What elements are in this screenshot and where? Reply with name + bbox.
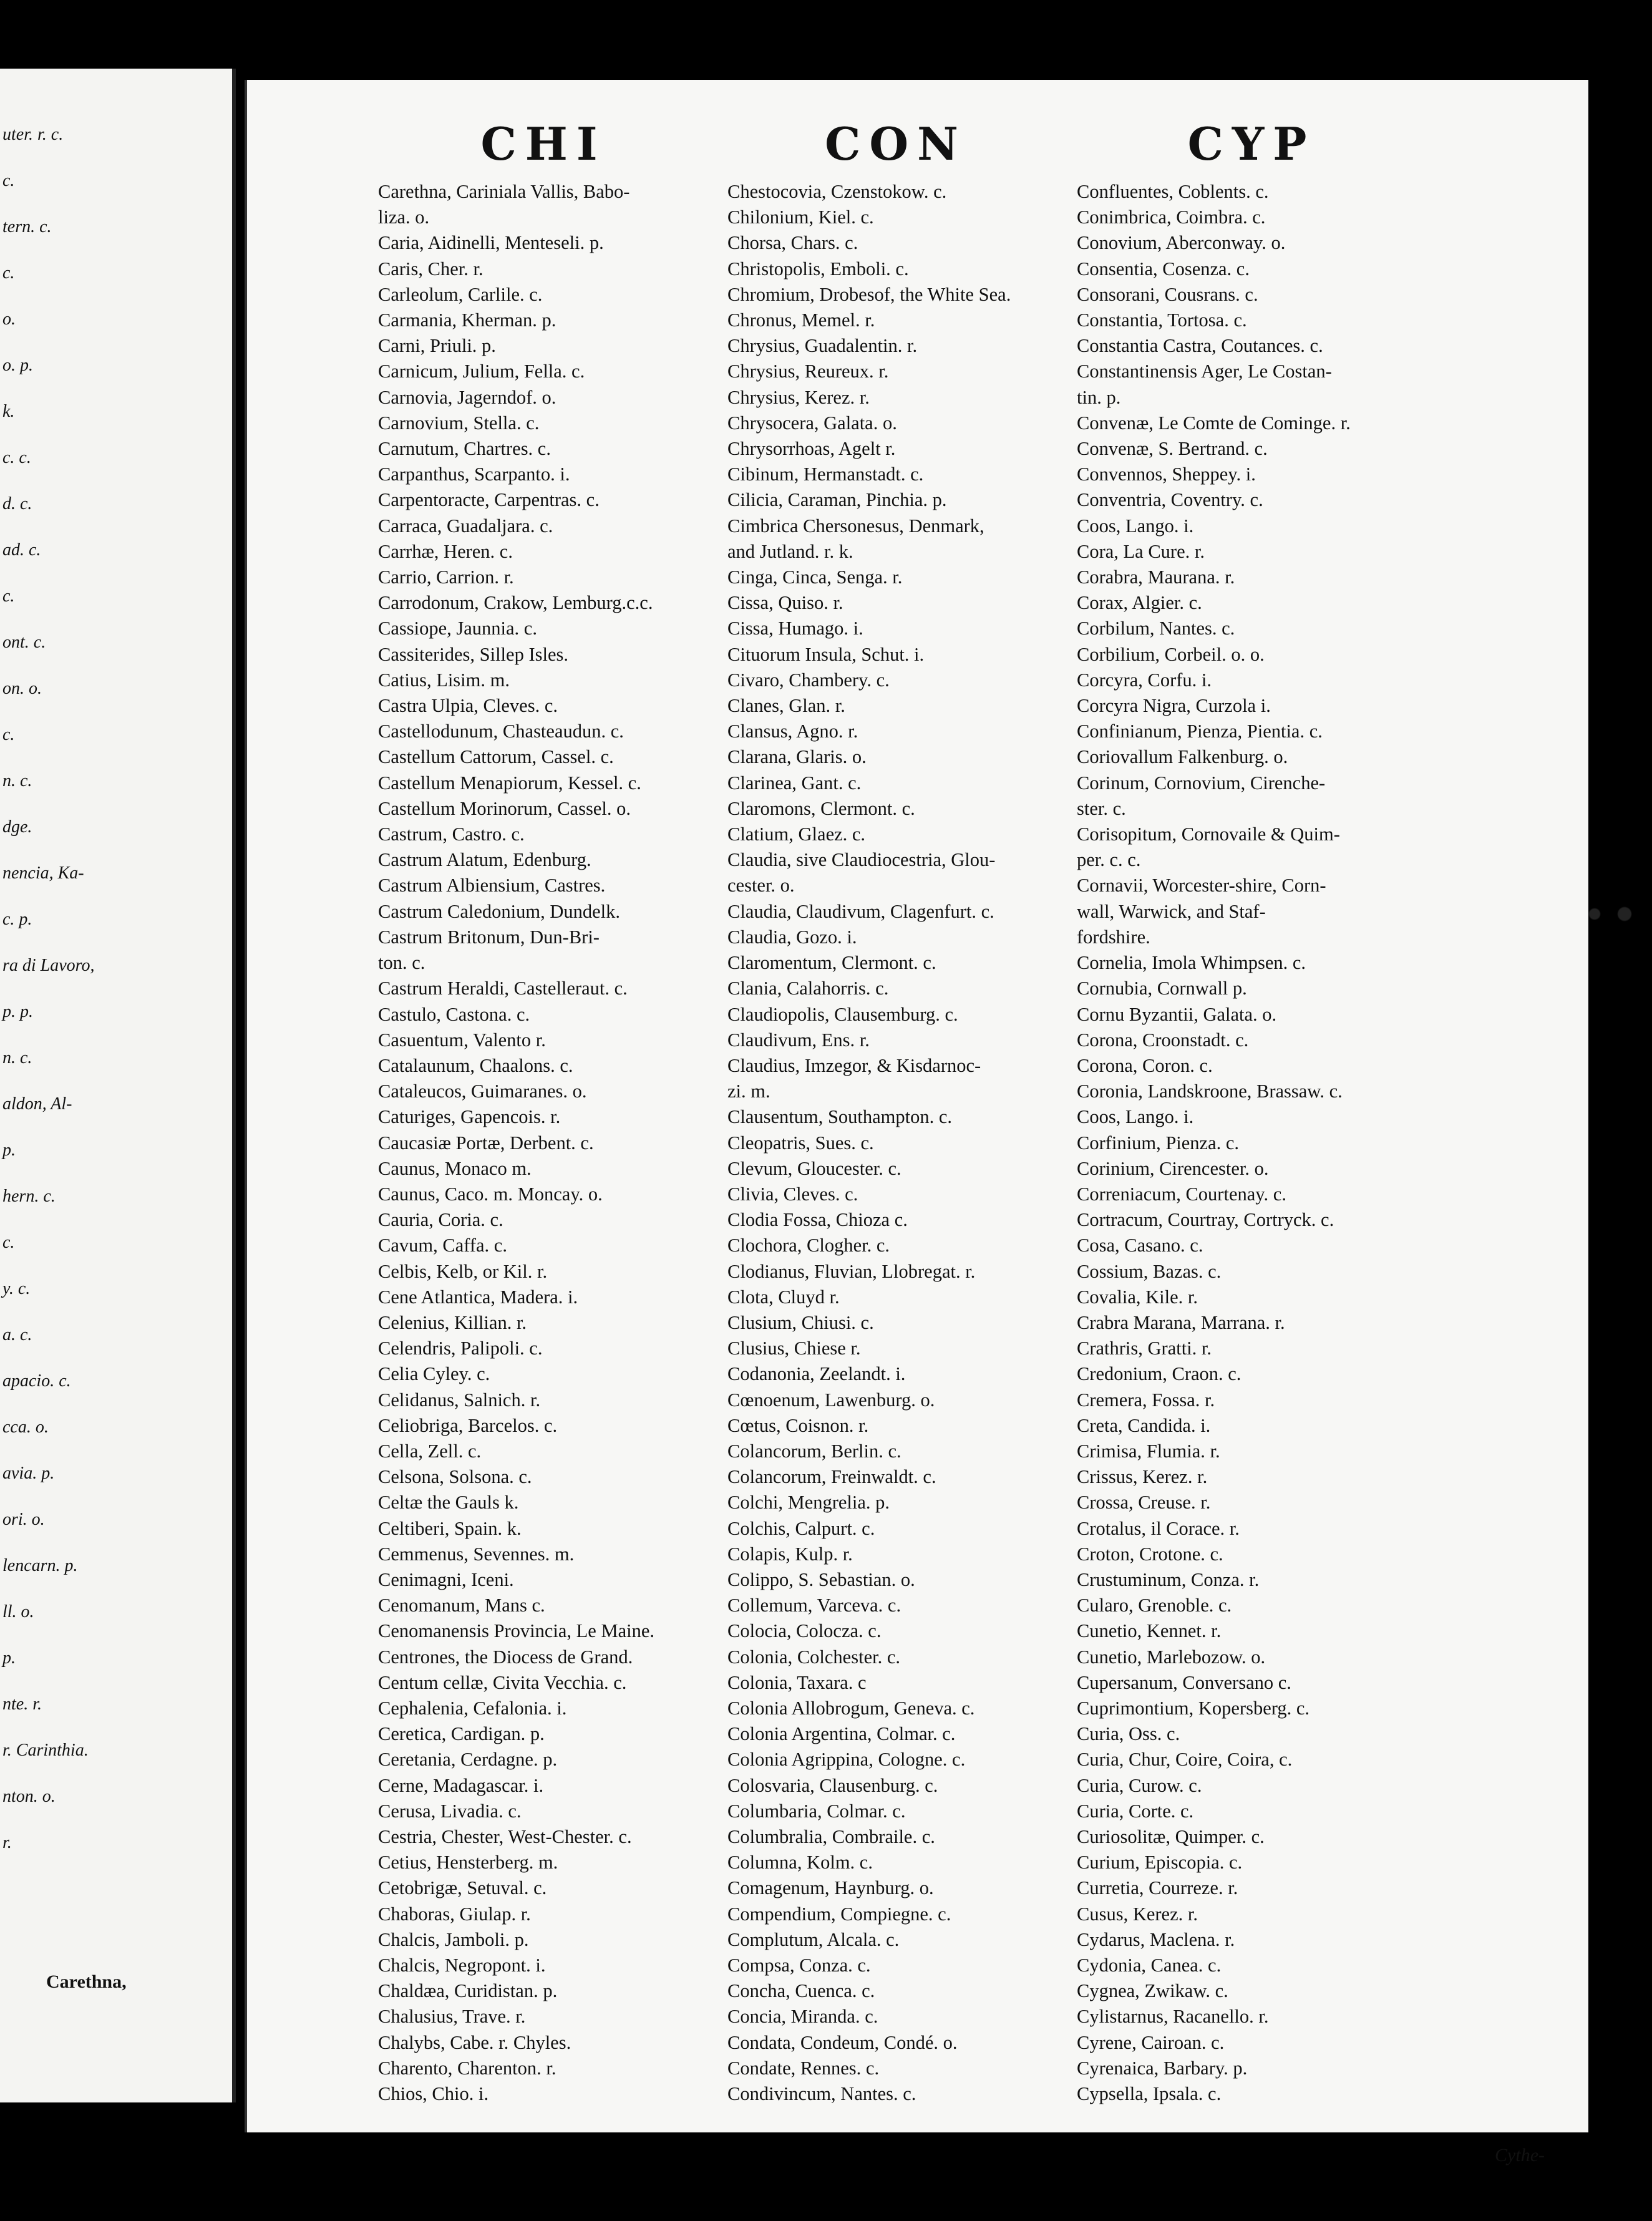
gazetteer-entry: Curium, Episcopia. c.: [1077, 1852, 1243, 1874]
gazetteer-entry: fordshire.: [1077, 926, 1150, 948]
gazetteer-entry: Chrysius, Guadalentin. r.: [727, 335, 918, 357]
gazetteer-entry: Colocia, Colocza. c.: [727, 1620, 882, 1642]
column-con: [727, 117, 1064, 2107]
gazetteer-entry: Curiosolitæ, Quimper. c.: [1077, 1826, 1265, 1847]
gazetteer-entry: Cataleucos, Guimaranes. o.: [378, 1081, 587, 1102]
gazetteer-entry: Chaldæa, Curidistan. p.: [378, 1980, 558, 2002]
gazetteer-entry: Coos, Lango. i.: [1077, 1106, 1194, 1128]
gazetteer-entry: Cunetio, Kennet. r.: [1077, 1620, 1222, 1642]
left-page-fragment: a. c.: [2, 1325, 32, 1344]
gazetteer-entry: Correniacum, Courtenay. c.: [1077, 1183, 1286, 1205]
gazetteer-entry: Centum cellæ, Civita Vecchia. c.: [378, 1671, 627, 1693]
gazetteer-entry: Corcyra, Corfu. i.: [1077, 669, 1212, 691]
gazetteer-entry: Curia, Corte. c.: [1077, 1800, 1194, 1822]
gazetteer-entry: Curretia, Courreze. r.: [1077, 1877, 1238, 1899]
gazetteer-entry: Cylistarnus, Racanello. r.: [1077, 2006, 1269, 2028]
gazetteer-entry: Constantia Castra, Coutances. c.: [1077, 335, 1323, 357]
gazetteer-entry: Cydonia, Canea. c.: [1077, 1955, 1222, 1976]
left-page-fragment: dge.: [2, 817, 32, 837]
column-heading: CYP: [1187, 117, 1316, 170]
gazetteer-entry: Chalusius, Trave. r.: [378, 2006, 526, 2028]
left-page-fragment: ad. c.: [2, 540, 41, 560]
gazetteer-entry: Castrum Caledonium, Dundelk.: [378, 900, 620, 922]
gazetteer-entry: Chrysorrhoas, Agelt r.: [727, 438, 896, 460]
gazetteer-entry: Cremera, Fossa. r.: [1077, 1389, 1215, 1411]
left-page-fragment: cca. o.: [2, 1417, 49, 1437]
left-page-fragment: c.: [2, 171, 15, 190]
gazetteer-entry: Columbaria, Colmar. c.: [727, 1800, 906, 1822]
gazetteer-entry: Celiobriga, Barcelos. c.: [378, 1414, 558, 1436]
gazetteer-entry: Cissa, Quiso. r.: [727, 592, 843, 614]
gazetteer-entry: Colchi, Mengrelia. p.: [727, 1492, 890, 1514]
left-page-fragment: nte. r.: [2, 1694, 42, 1714]
gazetteer-entry: Claudia, Gozo. i.: [727, 926, 857, 948]
left-page-fragment: c.: [2, 1233, 15, 1252]
gazetteer-entry: tin. p.: [1077, 386, 1121, 408]
left-page-fragment: y. c.: [2, 1279, 31, 1298]
gazetteer-entry: Celenius, Killian. r.: [378, 1311, 527, 1333]
gazetteer-entry: Celia Cyley. c.: [378, 1363, 490, 1385]
gazetteer-entry: Cusus, Kerez. r.: [1077, 1903, 1198, 1925]
gazetteer-entry: Cydarus, Maclena. r.: [1077, 1928, 1235, 1950]
left-page-fragment: uter. r. c.: [2, 125, 64, 144]
gazetteer-entry: Catalaunum, Chaalons. c.: [378, 1054, 573, 1076]
gazetteer-entry: Cituorum Insula, Schut. i.: [727, 643, 925, 665]
gazetteer-entry: Claudius, Imzegor, & Kisdarnoc-: [727, 1054, 981, 1076]
gazetteer-entry: Consentia, Cosenza. c.: [1077, 258, 1250, 279]
gazetteer-entry: Cavum, Caffa. c.: [378, 1235, 507, 1256]
gazetteer-entry: zi. m.: [727, 1081, 770, 1102]
gazetteer-entry: Colonia Agrippina, Cologne. c.: [727, 1749, 966, 1771]
gazetteer-entry: Confluentes, Coblents. c.: [1077, 181, 1269, 202]
gazetteer-entry: Carni, Priuli. p.: [378, 335, 496, 357]
column-cyp: [1077, 117, 1426, 2107]
gazetteer-entry: Castrum Heraldi, Castelleraut. c.: [378, 978, 628, 999]
gazetteer-entry: Cleopatris, Sues. c.: [727, 1132, 874, 1154]
left-page-fragment: ori. o.: [2, 1510, 45, 1529]
left-page-fragment: k.: [2, 402, 15, 421]
gazetteer-entry: Cossium, Bazas. c.: [1077, 1260, 1222, 1282]
gazetteer-entry: Chalybs, Cabe. r. Chyles.: [378, 2031, 571, 2053]
gazetteer-entry: Cornu Byzantii, Galata. o.: [1077, 1003, 1277, 1025]
left-page-fragment: d. c.: [2, 494, 32, 513]
gazetteer-entry: Carpentoracte, Carpentras. c.: [378, 489, 600, 511]
left-page-fragment: ll. o.: [2, 1602, 34, 1621]
gazetteer-entry: Cosa, Casano. c.: [1077, 1235, 1203, 1256]
gazetteer-entry: Cyrene, Cairoan. c.: [1077, 2031, 1225, 2053]
gazetteer-entry: Celtæ the Gauls k.: [378, 1492, 519, 1514]
gazetteer-entry: Clanes, Glan. r.: [727, 695, 845, 717]
left-page-fragment: apacio. c.: [2, 1371, 71, 1391]
left-page-fragment: c.: [2, 725, 15, 744]
gazetteer-entry: Carnutum, Chartres. c.: [378, 438, 551, 460]
gazetteer-entry: Cene Atlantica, Madera. i.: [378, 1286, 578, 1308]
entry-list: [378, 179, 709, 2107]
gazetteer-entry: Crabra Marana, Marrana. r.: [1077, 1311, 1285, 1333]
gazetteer-entry: Complutum, Alcala. c.: [727, 1928, 900, 1950]
gazetteer-entry: Crotalus, il Corace. r.: [1077, 1517, 1240, 1539]
gazetteer-entry: Chalcis, Negropont. i.: [378, 1955, 546, 1976]
gazetteer-entry: Crissus, Kerez. r.: [1077, 1466, 1208, 1488]
gazetteer-entry: Crimisa, Flumia. r.: [1077, 1440, 1220, 1462]
column-heading: CHI: [480, 117, 606, 170]
gazetteer-entry: Carrodonum, Crakow, Lemburg.c.c.: [378, 592, 653, 614]
gazetteer-entry: Claudivum, Ens. r.: [727, 1029, 870, 1051]
gazetteer-entry: Clarana, Glaris. o.: [727, 746, 867, 768]
left-page-fragment: nton. o.: [2, 1787, 56, 1806]
gazetteer-entry: Clansus, Agno. r.: [727, 721, 858, 742]
gazetteer-entry: Clodia Fossa, Chioza c.: [727, 1209, 908, 1231]
gazetteer-entry: Corbilum, Nantes. c.: [1077, 618, 1235, 639]
column-heading: CON: [825, 117, 967, 170]
gazetteer-entry: Corfinium, Pienza. c.: [1077, 1132, 1240, 1154]
gazetteer-entry: Corax, Algier. c.: [1077, 592, 1202, 614]
gazetteer-entry: cester. o.: [727, 875, 795, 897]
gazetteer-entry: Centrones, the Diocess de Grand.: [378, 1646, 633, 1668]
gazetteer-entry: Castellum Cattorum, Cassel. c.: [378, 746, 614, 768]
entry-list: [727, 179, 1064, 2107]
gazetteer-entry: Carrio, Carrion. r.: [378, 566, 514, 588]
left-page-fragment: nencia, Ka-: [2, 863, 84, 883]
gazetteer-entry: Croton, Crotone. c.: [1077, 1543, 1223, 1565]
gazetteer-entry: Clusius, Chiese r.: [727, 1338, 861, 1359]
gazetteer-entry: Carnovium, Stella. c.: [378, 412, 540, 434]
right-page: [245, 80, 1588, 2165]
gazetteer-entry: Colonia Argentina, Colmar. c.: [727, 1723, 956, 1745]
gazetteer-entry: Clatium, Glaez. c.: [727, 824, 866, 845]
gazetteer-entry: Claromons, Clermont. c.: [727, 797, 915, 819]
gazetteer-entry: Cenomanensis Provincia, Le Maine.: [378, 1620, 654, 1642]
gazetteer-entry: Chrysius, Kerez. r.: [727, 386, 870, 408]
gazetteer-entry: Celendris, Palipoli. c.: [378, 1338, 543, 1359]
gazetteer-entry: Cetobrigæ, Setuval. c.: [378, 1877, 547, 1899]
gazetteer-entry: Cornelia, Imola Whimpsen. c.: [1077, 952, 1306, 974]
gazetteer-entry: Corcyra Nigra, Curzola i.: [1077, 695, 1271, 717]
gazetteer-entry: Charento, Charenton. r.: [378, 2057, 556, 2079]
gazetteer-entry: Cornubia, Cornwall p.: [1077, 978, 1247, 999]
gazetteer-entry: Columbralia, Combraile. c.: [727, 1826, 935, 1847]
gazetteer-entry: Clochora, Clogher. c.: [727, 1235, 890, 1256]
gazetteer-entry: Chorsa, Chars. c.: [727, 232, 858, 254]
gazetteer-entry: Cella, Zell. c.: [378, 1440, 482, 1462]
gazetteer-entry: Castrum Alatum, Edenburg.: [378, 849, 591, 871]
left-page-fragment: tern. c.: [2, 217, 52, 236]
gazetteer-entry: and Jutland. r. k.: [727, 540, 853, 562]
gazetteer-entry: Condate, Rennes. c.: [727, 2057, 880, 2079]
gazetteer-entry: Chios, Chio. i.: [378, 2083, 489, 2105]
gazetteer-entry: Castellum Morinorum, Cassel. o.: [378, 797, 631, 819]
ink-speck: [1572, 898, 1647, 930]
gazetteer-entry: Chronus, Memel. r.: [727, 309, 875, 331]
gazetteer-entry: Constantinensis Ager, Le Costan-: [1077, 361, 1332, 382]
gazetteer-entry: Castellum Menapiorum, Kessel. c.: [378, 772, 641, 794]
gazetteer-entry: Carethna, Cariniala Vallis, Babo-: [378, 181, 630, 202]
gazetteer-entry: Castrum Albiensium, Castres.: [378, 875, 606, 897]
gazetteer-entry: Clarinea, Gant. c.: [727, 772, 862, 794]
gazetteer-entry: Celbis, Kelb, or Kil. r.: [378, 1260, 548, 1282]
gazetteer-entry: Clania, Calahorris. c.: [727, 978, 889, 999]
gazetteer-entry: Confinianum, Pienza, Pientia. c.: [1077, 721, 1323, 742]
gazetteer-entry: Covalia, Kile. r.: [1077, 1286, 1198, 1308]
gazetteer-entry: Claudia, Claudivum, Clagenfurt. c.: [727, 900, 994, 922]
gazetteer-entry: Cissa, Humago. i.: [727, 618, 863, 639]
gazetteer-entry: Carmania, Kherman. p.: [378, 309, 556, 331]
gazetteer-entry: Celidanus, Salnich. r.: [378, 1389, 541, 1411]
left-page: [0, 69, 236, 2102]
left-page-fragment: o.: [2, 309, 16, 329]
gazetteer-entry: Corinum, Cornovium, Cirenche-: [1077, 772, 1326, 794]
gazetteer-entry: Curia, Chur, Coire, Coira, c.: [1077, 1749, 1293, 1771]
left-page-fragment: p.: [2, 1648, 16, 1668]
gazetteer-entry: Convenæ, Le Comte de Cominge. r.: [1077, 412, 1351, 434]
gazetteer-entry: Colippo, S. Sebastian. o.: [727, 1568, 915, 1590]
gazetteer-entry: Credonium, Craon. c.: [1077, 1363, 1241, 1385]
gazetteer-entry: Cenomanum, Mans c.: [378, 1595, 545, 1616]
gazetteer-entry: Chilonium, Kiel. c.: [727, 207, 874, 228]
gazetteer-entry: Caturiges, Gapencois. r.: [378, 1106, 561, 1128]
gazetteer-entry: Cornavii, Worcester-shire, Corn-: [1077, 875, 1326, 897]
left-page-fragment: p.: [2, 1140, 16, 1160]
gazetteer-entry: Cassiope, Jaunnia. c.: [378, 618, 537, 639]
gazetteer-entry: Chalcis, Jamboli. p.: [378, 1928, 529, 1950]
gazetteer-entry: Cerne, Madagascar. i.: [378, 1774, 544, 1796]
gazetteer-entry: Carnovia, Jagerndof. o.: [378, 386, 556, 408]
gazetteer-entry: Convennos, Sheppey. i.: [1077, 464, 1256, 485]
gazetteer-entry: Chaboras, Giulap. r.: [378, 1903, 531, 1925]
gazetteer-entry: Clausentum, Southampton. c.: [727, 1106, 953, 1128]
gazetteer-entry: Cauria, Coria. c.: [378, 1209, 503, 1231]
gazetteer-entry: Conovium, Aberconway. o.: [1077, 232, 1286, 254]
gazetteer-entry: Colchis, Calpurt. c.: [727, 1517, 875, 1539]
gazetteer-entry: Cœnoenum, Lawenburg. o.: [727, 1389, 935, 1411]
gazetteer-entry: Cilicia, Caraman, Pinchia. p.: [727, 489, 947, 511]
gazetteer-entry: Colonia Allobrogum, Geneva. c.: [727, 1697, 975, 1719]
gazetteer-entry: Constantia, Tortosa. c.: [1077, 309, 1247, 331]
catchword: Cythe-: [1495, 2145, 1545, 2165]
gazetteer-entry: Condata, Condeum, Condé. o.: [727, 2031, 958, 2053]
gazetteer-entry: Compsa, Conza. c.: [727, 1955, 871, 1976]
gazetteer-entry: ton. c.: [378, 952, 425, 974]
left-page-fragment: n. c.: [2, 1048, 32, 1067]
left-page-fragment: r.: [2, 1833, 12, 1852]
gazetteer-entry: Claromentum, Clermont. c.: [727, 952, 936, 974]
gazetteer-entry: Castrum, Castro. c.: [378, 824, 525, 845]
gazetteer-entry: Cunetio, Marlebozow. o.: [1077, 1646, 1266, 1668]
left-page-fragment: n. c.: [2, 771, 32, 790]
gazetteer-entry: Celtiberi, Spain. k.: [378, 1517, 522, 1539]
gazetteer-entry: Concha, Cuenca. c.: [727, 1980, 875, 2002]
gazetteer-entry: Clusium, Chiusi. c.: [727, 1311, 874, 1333]
gazetteer-entry: Cypsella, Ipsala. c.: [1077, 2083, 1222, 2105]
left-page-fragment: aldon, Al-: [2, 1094, 72, 1114]
gazetteer-entry: Crathris, Gratti. r.: [1077, 1338, 1212, 1359]
gazetteer-entry: Caucasiæ Portæ, Derbent. c.: [378, 1132, 594, 1154]
gazetteer-entry: Cortracum, Courtray, Cortryck. c.: [1077, 1209, 1334, 1231]
gazetteer-entry: Consorani, Cousrans. c.: [1077, 283, 1258, 305]
left-page-fragment: o. p.: [2, 356, 33, 375]
gazetteer-entry: Colosvaria, Clausenburg. c.: [727, 1774, 938, 1796]
gazetteer-entry: Cemmenus, Sevennes. m.: [378, 1543, 575, 1565]
gazetteer-entry: Cenimagni, Iceni.: [378, 1568, 514, 1590]
gazetteer-entry: Christopolis, Emboli. c.: [727, 258, 909, 279]
gazetteer-entry: Condivincum, Nantes. c.: [727, 2083, 916, 2105]
gazetteer-entry: Concia, Miranda. c.: [727, 2006, 878, 2028]
gazetteer-entry: Cassiterides, Sillep Isles.: [378, 643, 568, 665]
gazetteer-entry: Castrum Britonum, Dun-Bri-: [378, 926, 600, 948]
left-page-fragment: hern. c.: [2, 1187, 56, 1206]
gazetteer-entry: Castellodunum, Chasteaudun. c.: [378, 721, 624, 742]
gazetteer-entry: Casuentum, Valento r.: [378, 1029, 546, 1051]
gazetteer-entry: Civaro, Chambery. c.: [727, 669, 890, 691]
gazetteer-entry: Cetius, Hensterberg. m.: [378, 1852, 558, 1874]
gazetteer-entry: Cimbrica Chersonesus, Denmark,: [727, 515, 984, 537]
gazetteer-entry: Carraca, Guadaljara. c.: [378, 515, 553, 537]
gazetteer-entry: Coos, Lango. i.: [1077, 515, 1194, 537]
gazetteer-entry: Convenæ, S. Bertrand. c.: [1077, 438, 1268, 460]
gazetteer-entry: Cerusa, Livadia. c.: [378, 1800, 522, 1822]
gazetteer-entry: Cularo, Grenoble. c.: [1077, 1595, 1232, 1616]
gazetteer-entry: Cœtus, Coisnon. r.: [727, 1414, 869, 1436]
left-page-fragment: p. p.: [2, 1002, 33, 1021]
left-page-fragment: r. Carinthia.: [2, 1741, 89, 1760]
gazetteer-entry: Celsona, Solsona. c.: [378, 1466, 532, 1488]
gazetteer-entry: Caris, Cher. r.: [378, 258, 483, 279]
gazetteer-entry: Chromium, Drobesof, the White Sea.: [727, 283, 1011, 305]
gazetteer-entry: Clota, Cluyd r.: [727, 1286, 840, 1308]
gazetteer-entry: Codanonia, Zeelandt. i.: [727, 1363, 906, 1385]
gazetteer-entry: Chestocovia, Czenstokow. c.: [727, 181, 947, 202]
gazetteer-entry: Colapis, Kulp. r.: [727, 1543, 853, 1565]
gazetteer-entry: Columna, Kolm. c.: [727, 1852, 873, 1874]
gazetteer-entry: Colancorum, Freinwaldt. c.: [727, 1466, 936, 1488]
gazetteer-entry: Crustuminum, Conza. r.: [1077, 1568, 1260, 1590]
gazetteer-entry: per. c. c.: [1077, 849, 1141, 871]
gazetteer-entry: Ceretica, Cardigan. p.: [378, 1723, 545, 1745]
gazetteer-entry: Compendium, Compiegne. c.: [727, 1903, 951, 1925]
gazetteer-entry: Crossa, Creuse. r.: [1077, 1492, 1211, 1514]
left-page-fragment: on. o.: [2, 679, 42, 698]
gazetteer-entry: Castulo, Castona. c.: [378, 1003, 530, 1025]
gazetteer-entry: Chrysocera, Galata. o.: [727, 412, 897, 434]
gazetteer-entry: Clivia, Cleves. c.: [727, 1183, 858, 1205]
gazetteer-entry: Ceretania, Cerdagne. p.: [378, 1749, 558, 1771]
gazetteer-entry: Corinium, Cirencester. o.: [1077, 1157, 1269, 1179]
gazetteer-entry: Creta, Candida. i.: [1077, 1414, 1211, 1436]
gazetteer-entry: Corona, Coron. c.: [1077, 1054, 1213, 1076]
gazetteer-entry: Corbilium, Corbeil. o. o.: [1077, 643, 1265, 665]
column-chi: [378, 117, 709, 2107]
gazetteer-entry: Coriovallum Falkenburg. o.: [1077, 746, 1288, 768]
gazetteer-entry: Colonia, Taxara. c: [727, 1671, 867, 1693]
gazetteer-entry: Castra Ulpia, Cleves. c.: [378, 695, 558, 717]
gazetteer-entry: Coronia, Landskroone, Brassaw. c.: [1077, 1081, 1343, 1102]
left-page-fragment: c. p.: [2, 910, 32, 929]
gazetteer-entry: Curia, Oss. c.: [1077, 1723, 1180, 1745]
left-page-fragment: ont. c.: [2, 633, 46, 652]
left-page-fragment: lencarn. p.: [2, 1556, 78, 1575]
gazetteer-entry: Conimbrica, Coimbra. c.: [1077, 207, 1266, 228]
gazetteer-entry: Cestria, Chester, West-Chester. c.: [378, 1826, 632, 1847]
left-page-fragment: avia. p.: [2, 1464, 55, 1483]
left-page-fragment: c.: [2, 263, 15, 283]
left-catchword: Carethna,: [46, 1971, 127, 1992]
gazetteer-entry: Colancorum, Berlin. c.: [727, 1440, 901, 1462]
gazetteer-entry: wall, Warwick, and Staf-: [1077, 900, 1266, 922]
gazetteer-entry: Cora, La Cure. r.: [1077, 540, 1205, 562]
gazetteer-entry: Cuprimontium, Kopersberg. c.: [1077, 1697, 1310, 1719]
gazetteer-entry: Clevum, Gloucester. c.: [727, 1157, 901, 1179]
gazetteer-entry: Collemum, Varceva. c.: [727, 1595, 901, 1616]
gazetteer-entry: Carleolum, Carlile. c.: [378, 283, 543, 305]
gazetteer-entry: Corabra, Maurana. r.: [1077, 566, 1235, 588]
gazetteer-entry: Conventria, Coventry. c.: [1077, 489, 1263, 511]
left-page-fragment: ra di Lavoro,: [2, 956, 95, 975]
gazetteer-entry: liza. o.: [378, 207, 430, 228]
gazetteer-entry: Caunus, Monaco m.: [378, 1157, 532, 1179]
gazetteer-entry: Cibinum, Hermanstadt. c.: [727, 464, 924, 485]
gazetteer-entry: Caunus, Caco. m. Moncay. o.: [378, 1183, 603, 1205]
gazetteer-entry: Claudiopolis, Clausemburg. c.: [727, 1003, 958, 1025]
gazetteer-entry: Clodianus, Fluvian, Llobregat. r.: [727, 1260, 976, 1282]
left-page-fragment: c.: [2, 586, 15, 606]
gazetteer-entry: Chrysius, Reureux. r.: [727, 361, 889, 382]
gazetteer-entry: Carnicum, Julium, Fella. c.: [378, 361, 585, 382]
gazetteer-entry: Cinga, Cinca, Senga. r.: [727, 566, 903, 588]
gazetteer-entry: Curia, Curow. c.: [1077, 1774, 1202, 1796]
gazetteer-entry: Corisopitum, Cornovaile & Quim-: [1077, 824, 1340, 845]
gazetteer-entry: Caria, Aidinelli, Menteseli. p.: [378, 232, 604, 254]
gazetteer-entry: Carpanthus, Scarpanto. i.: [378, 464, 570, 485]
gazetteer-entry: Claudia, sive Claudiocestria, Glou-: [727, 849, 996, 871]
gazetteer-entry: Cupersanum, Conversano c.: [1077, 1671, 1291, 1693]
gazetteer-entry: Cyrenaica, Barbary. p.: [1077, 2057, 1248, 2079]
entry-list: [1077, 179, 1426, 2107]
gazetteer-entry: Corona, Croonstadt. c.: [1077, 1029, 1249, 1051]
gazetteer-entry: ster. c.: [1077, 797, 1126, 819]
gazetteer-entry: Cephalenia, Cefalonia. i.: [378, 1697, 567, 1719]
gazetteer-entry: Catius, Lisim. m.: [378, 669, 510, 691]
left-page-fragment: c. c.: [2, 448, 31, 467]
gazetteer-entry: Cygnea, Zwikaw. c.: [1077, 1980, 1228, 2002]
gazetteer-entry: Carrhæ, Heren. c.: [378, 540, 513, 562]
gazetteer-entry: Comagenum, Haynburg. o.: [727, 1877, 934, 1899]
gazetteer-entry: Colonia, Colchester. c.: [727, 1646, 900, 1668]
